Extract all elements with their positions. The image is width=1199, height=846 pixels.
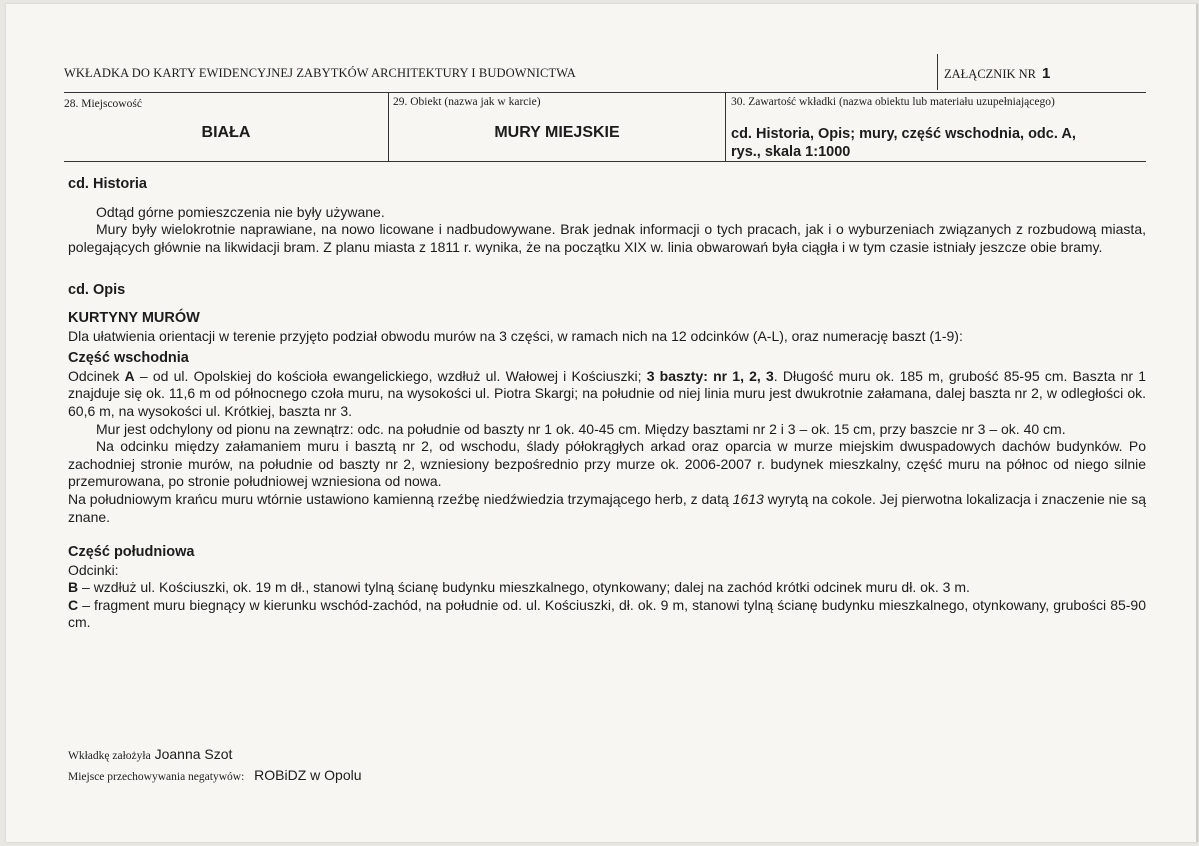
- description-intro: Dla ułatwienia orientacji w terenie przyjęto podział obwodu murów na 3 części, w ramach nich na 12 odcinków (A-L), oraz numerację baszt (1-9):: [68, 327, 963, 344]
- table-bottom-line: [64, 161, 1146, 162]
- bear-sculpture-text-1: Na południowym krańcu muru wtórnie ustawiono kamienną rzeźbę niedźwiedzia trzymającego herb, z datą: [68, 490, 733, 507]
- section-a-letter: A: [124, 367, 135, 384]
- bear-sculpture-date: 1613: [732, 490, 764, 507]
- content-value: [731, 125, 1143, 161]
- south-part-heading: Część południowa: [68, 544, 195, 561]
- author-name: Joanna Szot: [154, 746, 233, 762]
- document-body: [68, 176, 1146, 632]
- table-top-line: [64, 92, 1146, 93]
- section-a-text-1: – od ul. Opolskiej do kościoła ewangelickiego, wzdłuż ul. Wałowej i Kościuszki;: [134, 367, 647, 384]
- object-label: 29. Obiekt (nazwa jak w karcie): [393, 96, 541, 108]
- content-label: 30. Zawartość wkładki (nazwa obiektu lub materiału uzupełniającego): [731, 96, 1055, 108]
- east-paragraph-2: Mur jest odchylony od pionu na zewnątrz: odc. na południe od baszty nr 1 ok. 40-45 cm. Między basztami nr 2 i 3 – ok. 15 cm, przy baszcie nr 3 – ok. 40 cm.: [96, 420, 1066, 437]
- section-b-letter: B: [68, 579, 79, 596]
- east-paragraph-3: Na odcinku między załamaniem muru i basztą nr 2, od wschodu, ślady półokrągłych arkad oraz oparcia w murze miejskim dwuspadowych dachów budynków. Po zachodniej stronie murów, na południe od baszty nr 2, wzniesiony bezpośrednio przy murze ok. 2006-2007 r. budynek mieszkalny, część muru na północ od niego silnie przemurowana, po stronie południowej wzniesiona od nowa.: [68, 438, 1146, 490]
- south-section-c: [68, 597, 1146, 632]
- curtain-walls-heading: KURTYNY MURÓW: [68, 309, 200, 326]
- annex-label: ZAŁĄCZNIK NR: [944, 67, 1037, 81]
- annex-divider: [937, 54, 938, 90]
- content-value-line-1: cd. Historia, Opis; mury, część wschodnia, odc. A,: [731, 126, 1076, 142]
- section-a-towers: 3 baszty: nr 1, 2, 3: [646, 367, 774, 384]
- content-value-line-2: rys., skala 1:1000: [731, 144, 851, 160]
- bear-sculpture-text-2: wyrytą na cokole. Jej pierwotna lokalizacja i znaczenie nie są znane.: [68, 490, 1146, 525]
- east-paragraph-4: [68, 491, 1146, 526]
- south-sections-label: Odcinki:: [68, 561, 119, 578]
- author-label: Wkładkę założyła: [68, 750, 151, 762]
- section-c-text: – fragment muru biegnący w kierunku wschód-zachód, na południe od. ul. Kościuszki, dł. ok. 9 m, stanowi tylną ścianę budynku mieszkalnego, otynkowany, grubości 85-90 cm.: [68, 596, 1146, 631]
- storage-value: ROBiDZ w Opolu: [254, 767, 362, 783]
- place-value: BIAŁA: [201, 124, 251, 141]
- table-divider-2: [725, 92, 726, 161]
- object-value: MURY MIEJSKIE: [494, 124, 620, 141]
- section-a-prefix: Odcinek: [68, 367, 125, 384]
- history-paragraph-2: Mury były wielokrotnie naprawiane, na nowo licowane i nadbudowywane. Brak jednak informacji o tych pracach, jak i o wyburzeniach związanych z rozbudową miasta, polegających głównie na likwidacji bram. Z planu miasta z 1811 r. wynika, że na początku XIX w. linia obwarowań była ciągła i w tym czasie istniały jeszcze obie bramy.: [68, 221, 1146, 255]
- form-title: WKŁADKA DO KARTY EWIDENCYJNEJ ZABYTKÓW ARCHITEKTURY I BUDOWNICTWA: [64, 66, 576, 80]
- section-b-text: – wzdłuż ul. Kościuszki, ok. 19 m dł., stanowi tylną ścianę budynku mieszkalnego, otynkowany; dalej na zachód krótki odcinek muru dł. ok. 3 m.: [78, 579, 970, 596]
- section-c-letter: C: [68, 596, 79, 613]
- east-part-heading: Część wschodnia: [68, 350, 189, 367]
- place-label: 28. Miejscowość: [64, 98, 142, 110]
- section-a-text-2: . Długość muru ok. 185 m, grubość 85-95 cm. Baszta nr 1 znajduje się ok. 11,6 m od północnego czoła muru, na wysokości ul. Piotra Skargi; na południe od niej linia muru jest dwukrotnie załamana, dalej baszta nr 2, w odległości ok. 60,6 m, na wysokości ul. Krótkiej, baszta nr 3.: [68, 367, 1147, 419]
- annex-label-group: [944, 65, 1050, 82]
- document-sheet: [6, 4, 1198, 842]
- annex-number: 1: [1042, 65, 1051, 82]
- east-section-a-paragraph: [68, 368, 1146, 421]
- history-heading: cd. Historia: [68, 176, 147, 192]
- description-heading: cd. Opis: [68, 282, 126, 299]
- storage-label: Miejsce przechowywania negatywów:: [68, 771, 245, 783]
- south-section-b: [68, 579, 1146, 597]
- storage-line: [68, 767, 362, 783]
- history-paragraph-1: Odtąd górne pomieszczenia nie były używane.: [96, 203, 385, 220]
- author-line: [68, 746, 232, 762]
